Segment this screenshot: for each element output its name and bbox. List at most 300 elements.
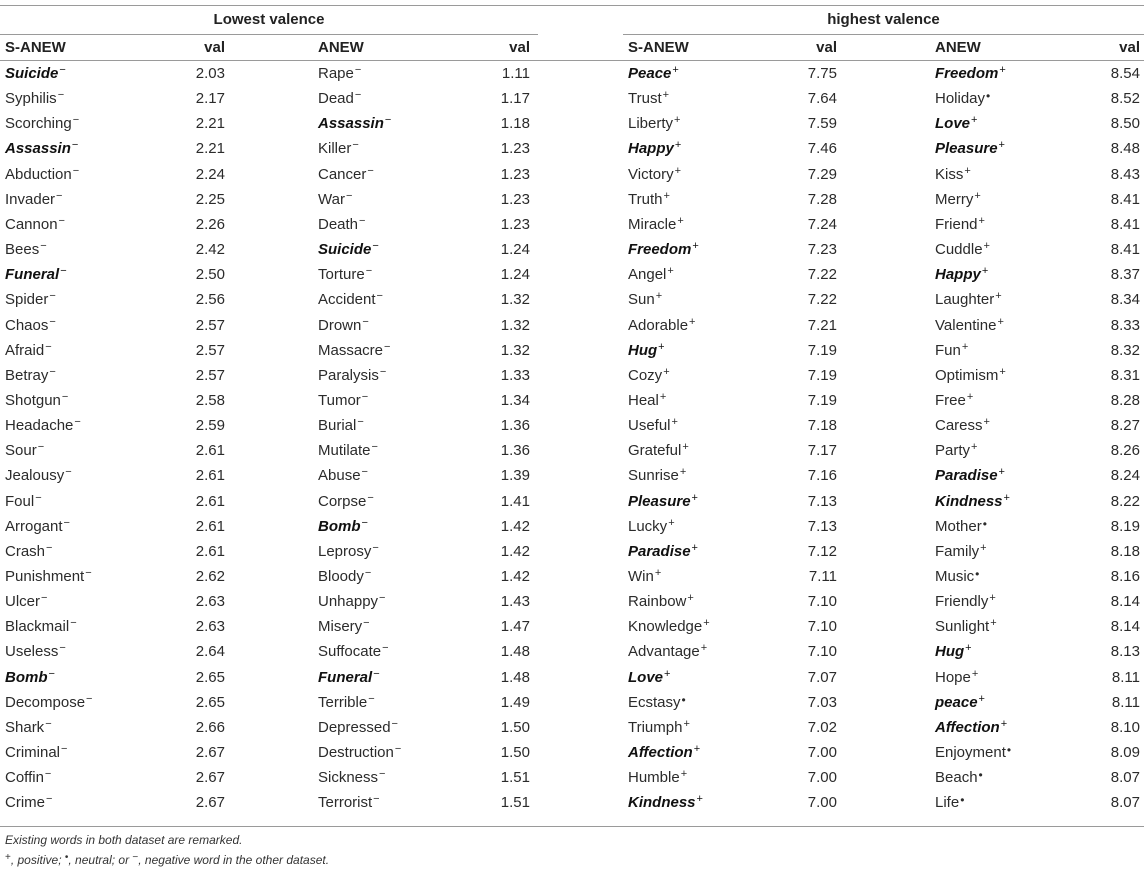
word-text: peace xyxy=(935,694,978,711)
word-cell xyxy=(5,338,52,363)
val-cell: 2.63 xyxy=(195,618,225,635)
group-rule-highest xyxy=(623,34,1144,35)
word-text: Betray xyxy=(5,367,49,384)
polarity-mark: − xyxy=(363,617,370,629)
polarity-mark: − xyxy=(384,341,391,353)
word-text: Knowledge xyxy=(628,618,703,635)
word-cell xyxy=(935,287,1002,312)
polarity-mark: − xyxy=(354,89,362,101)
word-text: Paradise xyxy=(935,467,998,484)
polarity-mark: − xyxy=(367,165,374,177)
val-cell: 1.23 xyxy=(500,216,530,233)
polarity-mark: − xyxy=(382,642,389,654)
val-cell: 1.34 xyxy=(500,392,530,409)
word-cell xyxy=(628,740,700,765)
polarity-mark: + xyxy=(672,64,679,76)
val-cell: 2.67 xyxy=(195,744,225,761)
word-text: Pleasure xyxy=(628,493,691,510)
val-cell: 8.19 xyxy=(1110,518,1140,535)
val-cell: 2.59 xyxy=(195,417,225,434)
polarity-mark: − xyxy=(86,693,93,705)
word-cell xyxy=(935,639,972,664)
polarity-mark: + xyxy=(674,165,682,177)
polarity-mark: • xyxy=(681,693,686,707)
val-cell: 2.57 xyxy=(195,342,225,359)
word-cell xyxy=(628,790,703,815)
word-cell xyxy=(318,287,383,312)
word-text: Corpse xyxy=(318,493,367,510)
word-text: Crime xyxy=(5,794,45,811)
polarity-mark: + xyxy=(662,89,670,101)
polarity-mark: + xyxy=(983,240,990,252)
val-cell: 7.23 xyxy=(807,241,837,258)
word-cell xyxy=(5,715,52,740)
word-text: Happy xyxy=(628,140,674,157)
val-cell: 1.23 xyxy=(500,191,530,208)
word-text: Paradise xyxy=(628,543,691,560)
neutral-mark: • xyxy=(64,852,69,863)
polarity-mark: − xyxy=(63,517,70,529)
word-text: Triumph xyxy=(628,719,683,736)
word-cell xyxy=(5,665,55,690)
word-text: Terrible xyxy=(318,694,368,711)
val-cell: 1.33 xyxy=(500,367,530,384)
val-cell: 7.19 xyxy=(807,392,837,409)
word-text: Arrogant xyxy=(5,518,63,535)
word-text: Peace xyxy=(628,65,672,82)
polarity-mark: + xyxy=(971,668,979,680)
word-cell xyxy=(5,514,70,539)
word-cell xyxy=(318,388,368,413)
polarity-mark: − xyxy=(49,366,56,378)
group-rule-lowest xyxy=(0,34,538,35)
word-cell xyxy=(318,765,385,790)
word-text: Syphilis xyxy=(5,90,57,107)
word-cell xyxy=(935,514,987,539)
polarity-mark: • xyxy=(960,793,965,807)
val-cell: 8.54 xyxy=(1110,65,1140,82)
val-cell: 8.48 xyxy=(1110,140,1140,157)
word-text: Unhappy xyxy=(318,593,379,610)
polarity-mark: + xyxy=(671,416,678,428)
word-cell xyxy=(935,413,990,438)
polarity-mark: + xyxy=(983,416,990,428)
word-text: Bees xyxy=(5,241,40,258)
word-cell xyxy=(935,539,987,564)
val-cell: 1.42 xyxy=(500,518,530,535)
word-text: Freedom xyxy=(628,241,692,258)
polarity-mark: + xyxy=(664,668,671,680)
polarity-mark: + xyxy=(974,190,981,202)
word-cell xyxy=(628,287,662,312)
val-cell: 7.11 xyxy=(808,568,837,585)
col-header-val-1: val xyxy=(204,39,225,56)
word-text: Chaos xyxy=(5,317,49,334)
word-text: Crash xyxy=(5,543,46,560)
word-text: Abuse xyxy=(318,467,361,484)
word-text: Advantage xyxy=(628,643,700,660)
word-text: Sickness xyxy=(318,769,379,786)
word-cell xyxy=(5,237,47,262)
word-cell xyxy=(935,589,996,614)
polarity-mark: + xyxy=(663,366,670,378)
polarity-mark: + xyxy=(687,592,694,604)
word-cell xyxy=(318,514,368,539)
val-cell: 2.62 xyxy=(195,568,225,585)
word-text: Love xyxy=(935,115,971,132)
word-text: Jealousy xyxy=(5,467,65,484)
val-cell: 1.51 xyxy=(500,769,530,786)
word-text: Kiss xyxy=(935,166,964,183)
word-text: Miracle xyxy=(628,216,677,233)
val-cell: 7.64 xyxy=(807,90,837,107)
word-cell xyxy=(318,313,369,338)
val-cell: 1.50 xyxy=(500,744,530,761)
word-text: Affection xyxy=(935,719,1000,736)
word-cell xyxy=(628,589,694,614)
val-cell: 7.12 xyxy=(807,543,837,560)
polarity-mark: + xyxy=(971,441,978,453)
word-cell xyxy=(5,388,68,413)
val-cell: 2.03 xyxy=(195,65,225,82)
word-text: Spider xyxy=(5,291,49,308)
val-cell: 7.24 xyxy=(807,216,837,233)
word-cell xyxy=(628,237,699,262)
polarity-mark: + xyxy=(965,642,972,654)
polarity-mark: − xyxy=(364,567,372,579)
word-text: Bomb xyxy=(5,669,48,686)
word-cell xyxy=(935,715,1007,740)
val-cell: 7.10 xyxy=(807,618,837,635)
polarity-mark: − xyxy=(37,441,45,453)
val-cell: 2.67 xyxy=(195,769,225,786)
polarity-mark: − xyxy=(367,492,374,504)
word-cell xyxy=(5,639,66,664)
val-cell: 1.11 xyxy=(501,65,530,82)
word-cell xyxy=(318,413,364,438)
word-cell xyxy=(5,564,92,589)
val-cell: 1.23 xyxy=(500,140,530,157)
polarity-mark: − xyxy=(58,215,65,227)
word-cell xyxy=(318,61,361,86)
polarity-mark: − xyxy=(61,391,69,403)
val-cell: 1.43 xyxy=(500,593,530,610)
word-text: Terrorist xyxy=(318,794,373,811)
word-text: Affection xyxy=(628,744,693,761)
polarity-mark: + xyxy=(981,265,989,277)
val-cell: 7.18 xyxy=(807,417,837,434)
word-text: Life xyxy=(935,794,960,811)
polarity-mark: − xyxy=(373,668,380,680)
word-cell xyxy=(935,111,977,136)
val-cell: 2.61 xyxy=(195,543,225,560)
val-cell: 8.28 xyxy=(1110,392,1140,409)
val-cell: 8.31 xyxy=(1110,367,1140,384)
word-cell xyxy=(628,489,698,514)
polarity-mark: − xyxy=(57,89,65,101)
word-cell xyxy=(935,61,1006,86)
table-top-rule xyxy=(0,5,1144,6)
val-cell: 1.24 xyxy=(500,266,530,283)
val-cell: 1.49 xyxy=(500,694,530,711)
word-cell xyxy=(318,438,378,463)
val-cell: 8.13 xyxy=(1110,643,1140,660)
word-text: Ecstasy xyxy=(628,694,681,711)
val-cell: 7.19 xyxy=(807,367,837,384)
col-header-val-4: val xyxy=(1119,39,1140,56)
polarity-mark: + xyxy=(674,114,681,126)
word-text: Enjoyment xyxy=(935,744,1006,761)
polarity-mark: − xyxy=(371,441,378,453)
val-cell: 7.75 xyxy=(807,65,837,82)
word-text: Hope xyxy=(935,669,971,686)
val-cell: 2.57 xyxy=(195,317,225,334)
val-cell: 7.00 xyxy=(807,744,837,761)
word-text: Afraid xyxy=(5,342,45,359)
val-cell: 1.51 xyxy=(500,794,530,811)
polarity-mark: − xyxy=(49,290,56,302)
word-text: Assassin xyxy=(5,140,71,157)
word-cell xyxy=(628,564,661,589)
word-text: Friend xyxy=(935,216,978,233)
word-cell xyxy=(935,463,1005,488)
word-cell xyxy=(5,287,56,312)
word-cell xyxy=(318,564,371,589)
word-cell xyxy=(935,388,973,413)
word-cell xyxy=(318,715,398,740)
polarity-mark: − xyxy=(379,366,387,378)
word-text: Accident xyxy=(318,291,376,308)
word-text: Kindness xyxy=(935,493,1003,510)
val-cell: 7.07 xyxy=(807,669,837,686)
word-text: Paralysis xyxy=(318,367,379,384)
val-cell: 7.13 xyxy=(807,493,837,510)
word-text: Cannon xyxy=(5,216,58,233)
word-cell xyxy=(628,363,670,388)
word-cell xyxy=(5,463,72,488)
val-cell: 2.24 xyxy=(195,166,225,183)
word-text: Massacre xyxy=(318,342,384,359)
word-cell xyxy=(5,61,66,86)
polarity-mark: − xyxy=(361,391,369,403)
col-header-val-3: val xyxy=(816,39,837,56)
val-cell: 7.03 xyxy=(807,694,837,711)
polarity-mark: − xyxy=(368,693,375,705)
word-cell xyxy=(5,413,81,438)
val-cell: 2.42 xyxy=(195,241,225,258)
word-cell xyxy=(935,740,1011,765)
polarity-mark: − xyxy=(354,64,362,76)
word-cell xyxy=(628,388,666,413)
val-cell: 2.61 xyxy=(195,442,225,459)
polarity-mark: • xyxy=(982,517,987,531)
val-cell: 8.10 xyxy=(1110,719,1140,736)
val-cell: 8.11 xyxy=(1111,669,1140,686)
word-text: Assassin xyxy=(318,115,384,132)
polarity-mark: • xyxy=(1006,743,1012,757)
word-cell xyxy=(628,438,689,463)
polarity-mark: + xyxy=(999,64,1006,76)
word-cell xyxy=(5,690,92,715)
word-cell xyxy=(628,665,670,690)
word-text: Family xyxy=(935,543,980,560)
word-text: Invader xyxy=(5,191,56,208)
val-cell: 1.32 xyxy=(500,342,530,359)
polarity-mark: − xyxy=(379,768,386,780)
polarity-mark: − xyxy=(45,341,52,353)
word-text: Abduction xyxy=(5,166,72,183)
polarity-mark: − xyxy=(85,567,92,579)
word-cell xyxy=(5,740,67,765)
val-cell: 2.50 xyxy=(195,266,225,283)
word-cell xyxy=(935,212,985,237)
polarity-mark: + xyxy=(682,441,689,453)
polarity-mark: − xyxy=(40,240,47,252)
word-cell xyxy=(628,162,681,187)
polarity-mark: + xyxy=(978,693,985,705)
word-text: Trust xyxy=(628,90,662,107)
val-cell: 8.16 xyxy=(1110,568,1140,585)
polarity-mark: − xyxy=(72,114,80,126)
word-cell xyxy=(318,363,386,388)
val-cell: 1.47 xyxy=(500,618,530,635)
word-text: Scorching xyxy=(5,115,72,132)
polarity-mark: − xyxy=(384,114,392,126)
val-cell: 2.57 xyxy=(195,367,225,384)
val-cell: 2.21 xyxy=(195,140,225,157)
polarity-mark: + xyxy=(1000,718,1008,730)
word-text: Valentine xyxy=(935,317,997,334)
polarity-mark: + xyxy=(683,718,690,730)
col-header-anew-low: ANEW xyxy=(318,39,364,56)
val-cell: 7.10 xyxy=(807,643,837,660)
word-cell xyxy=(628,187,670,212)
word-cell xyxy=(935,162,971,187)
word-text: Blackmail xyxy=(5,618,70,635)
val-cell: 8.27 xyxy=(1110,417,1140,434)
col-header-sanew-low: S-ANEW xyxy=(5,39,66,56)
polarity-mark: + xyxy=(998,139,1005,151)
word-cell xyxy=(628,413,678,438)
word-cell xyxy=(935,665,978,690)
val-cell: 8.14 xyxy=(1110,593,1140,610)
word-cell xyxy=(628,514,675,539)
word-cell xyxy=(935,262,988,287)
word-text: Optimism xyxy=(935,367,999,384)
val-cell: 8.11 xyxy=(1111,694,1140,711)
word-text: Lucky xyxy=(628,518,668,535)
word-text: Destruction xyxy=(318,744,394,761)
polarity-mark: − xyxy=(44,768,52,780)
word-text: Mother xyxy=(935,518,982,535)
val-cell: 2.65 xyxy=(195,694,225,711)
word-cell xyxy=(318,212,365,237)
polarity-mark: − xyxy=(359,215,366,227)
val-cell: 8.50 xyxy=(1110,115,1140,132)
val-cell: 1.32 xyxy=(500,291,530,308)
word-text: Angel xyxy=(628,266,667,283)
polarity-mark: + xyxy=(978,215,985,227)
word-cell xyxy=(628,765,687,790)
polarity-mark: − xyxy=(59,64,66,76)
word-cell xyxy=(318,740,401,765)
word-cell xyxy=(935,86,990,111)
polarity-mark: − xyxy=(379,592,386,604)
val-cell: 1.48 xyxy=(500,669,530,686)
word-cell xyxy=(318,187,352,212)
word-text: Heal xyxy=(628,392,659,409)
polarity-mark: + xyxy=(679,466,687,478)
polarity-mark: + xyxy=(995,290,1002,302)
word-cell xyxy=(5,438,44,463)
word-text: Liberty xyxy=(628,115,674,132)
col-header-sanew-high: S-ANEW xyxy=(628,39,689,56)
polarity-mark: − xyxy=(373,793,380,805)
word-cell xyxy=(5,162,79,187)
word-text: Happy xyxy=(935,266,981,283)
neutral-text: , neutral; or xyxy=(68,853,133,867)
word-text: Funeral xyxy=(5,266,60,283)
val-cell: 2.66 xyxy=(195,719,225,736)
val-cell: 1.48 xyxy=(500,643,530,660)
polarity-mark: − xyxy=(352,139,359,151)
polarity-mark: + xyxy=(999,366,1006,378)
polarity-mark: + xyxy=(997,316,1004,328)
word-text: Headache xyxy=(5,417,74,434)
word-text: Pleasure xyxy=(935,140,998,157)
group-header-lowest: Lowest valence xyxy=(213,11,325,28)
positive-text: , positive; xyxy=(10,853,65,867)
word-cell xyxy=(628,338,665,363)
val-cell: 7.22 xyxy=(807,291,837,308)
word-cell xyxy=(5,262,67,287)
val-cell: 1.50 xyxy=(500,719,530,736)
word-text: Leprosy xyxy=(318,543,372,560)
word-cell xyxy=(628,715,690,740)
val-cell: 2.63 xyxy=(195,593,225,610)
word-cell xyxy=(935,313,1004,338)
polarity-mark: + xyxy=(659,391,667,403)
word-cell xyxy=(935,363,1006,388)
word-text: Kindness xyxy=(628,794,696,811)
polarity-mark: − xyxy=(361,466,368,478)
word-text: Beach xyxy=(935,769,978,786)
footnote-remark: Existing words in both dataset are remarked. xyxy=(5,833,243,847)
word-text: Win xyxy=(628,568,654,585)
word-cell xyxy=(318,589,385,614)
word-cell xyxy=(628,262,674,287)
polarity-mark: − xyxy=(49,316,56,328)
polarity-mark: + xyxy=(961,341,969,353)
val-cell: 1.42 xyxy=(500,543,530,560)
val-cell: 8.34 xyxy=(1110,291,1140,308)
polarity-mark: − xyxy=(70,617,77,629)
word-cell xyxy=(628,136,681,161)
val-cell: 8.07 xyxy=(1110,769,1140,786)
word-text: Caress xyxy=(935,417,983,434)
val-cell: 2.58 xyxy=(195,392,225,409)
polarity-mark: + xyxy=(667,265,674,277)
val-cell: 1.17 xyxy=(500,90,530,107)
word-text: Victory xyxy=(628,166,674,183)
word-text: Friendly xyxy=(935,593,989,610)
polarity-mark: + xyxy=(658,341,665,353)
word-cell xyxy=(5,765,51,790)
word-cell xyxy=(935,489,1010,514)
col-header-val-2: val xyxy=(509,39,530,56)
polarity-mark: − xyxy=(46,793,53,805)
val-cell: 1.39 xyxy=(500,467,530,484)
